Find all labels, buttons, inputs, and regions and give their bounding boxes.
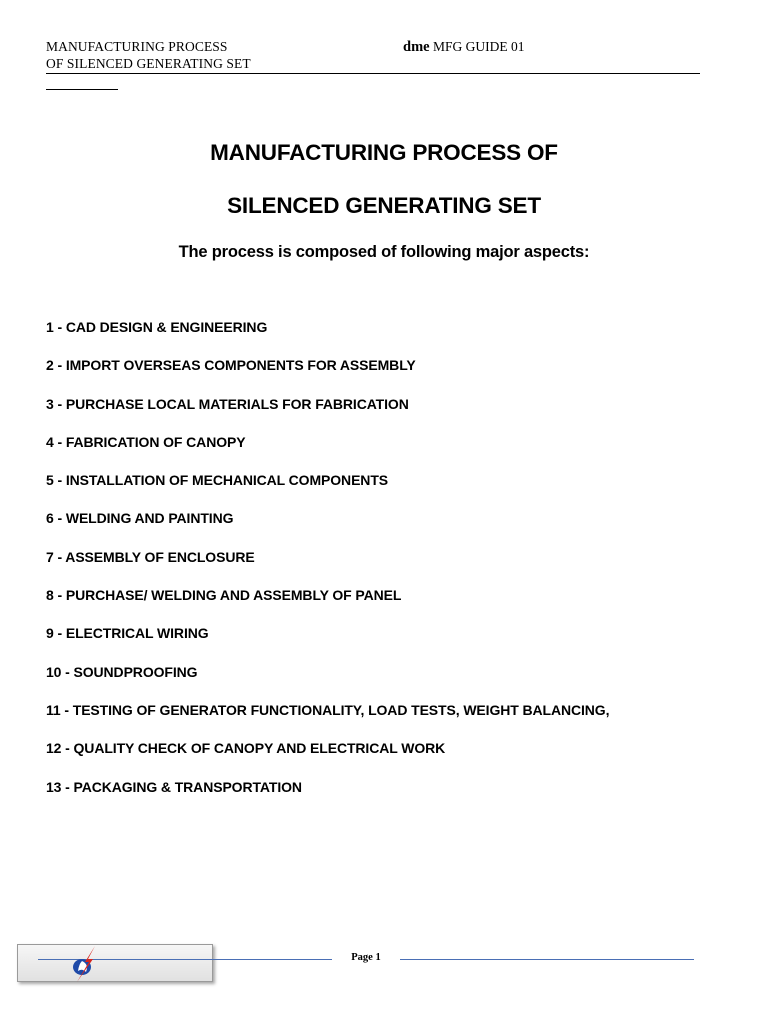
process-step: 6 - WELDING AND PAINTING — [46, 510, 234, 527]
process-step: 7 - ASSEMBLY OF ENCLOSURE — [46, 548, 255, 565]
document-code — [403, 38, 524, 56]
process-step: 10 - SOUNDPROOFING — [46, 663, 198, 680]
page-number: Page 1 — [340, 952, 392, 963]
intro-sentence: The process is composed of following major aspects: — [178, 243, 590, 261]
process-step: 9 - ELECTRICAL WIRING — [46, 625, 209, 642]
document-title-line-1: MANUFACTURING PROCESS OF — [210, 140, 558, 165]
header-short-rule — [46, 89, 118, 90]
header-title-line-2: OF SILENCED GENERATING SET — [46, 56, 251, 71]
process-step: 11 - TESTING OF GENERATOR FUNCTIONALITY, LOAD TESTS, WEIGHT BALANCING, — [46, 701, 610, 718]
process-steps-list — [46, 318, 609, 816]
header-title-line-1: MANUFACTURING PROCESS — [46, 39, 228, 54]
brand-name: dme — [403, 39, 430, 55]
company-logo-icon — [68, 944, 102, 984]
footer-logo-panel — [17, 944, 213, 982]
header-rule — [46, 73, 700, 74]
document-title-line-2: SILENCED GENERATING SET — [227, 193, 541, 218]
running-header-title — [46, 38, 251, 72]
process-step: 5 - INSTALLATION OF MECHANICAL COMPONENTS — [46, 472, 389, 489]
process-step: 3 - PURCHASE LOCAL MATERIALS FOR FABRICATION — [46, 395, 409, 412]
process-step: 8 - PURCHASE/ WELDING AND ASSEMBLY OF PANEL — [46, 587, 402, 604]
process-step: 13 - PACKAGING & TRANSPORTATION — [46, 778, 302, 795]
guide-number: MFG GUIDE 01 — [432, 39, 525, 54]
process-step: 2 - IMPORT OVERSEAS COMPONENTS FOR ASSEMBLY — [46, 357, 416, 374]
footer-rule-right — [400, 959, 694, 960]
process-step: 4 - FABRICATION OF CANOPY — [46, 433, 246, 450]
process-step: 12 - QUALITY CHECK OF CANOPY AND ELECTRICAL WORK — [46, 740, 446, 757]
process-step: 1 - CAD DESIGN & ENGINEERING — [46, 319, 268, 335]
